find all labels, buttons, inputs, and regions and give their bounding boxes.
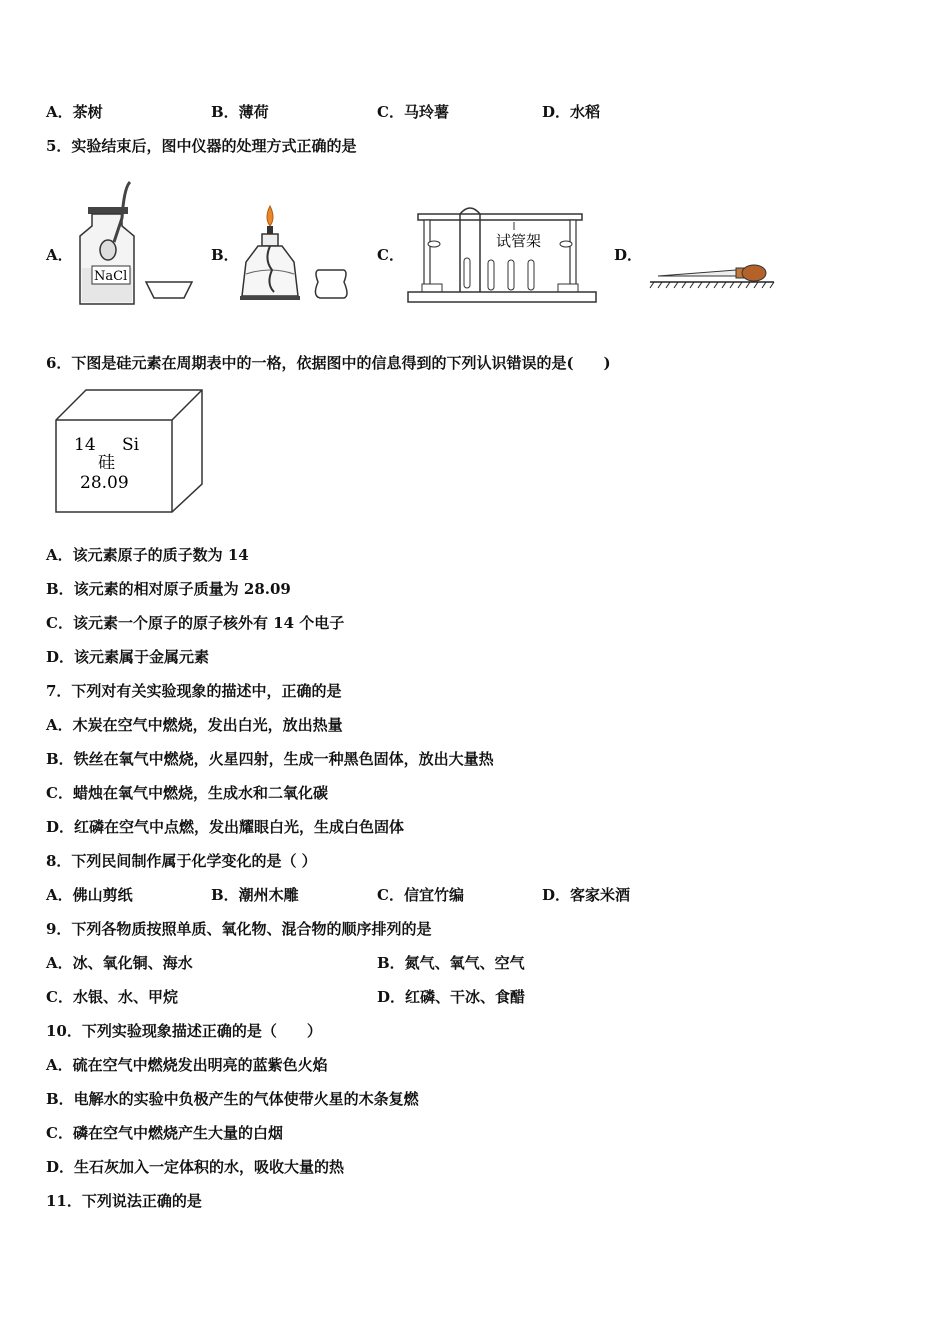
- q8-stem: 8．下列民间制作属于化学变化的是（ ）: [46, 852, 317, 870]
- q8-option-d: D．客家米酒: [542, 886, 631, 904]
- element-symbol: Si: [122, 435, 140, 455]
- q7-option-c: C．蜡烛在氧气中燃烧，生成水和二氧化碳: [46, 784, 328, 802]
- q6-option-c: C．该元素一个原子的原子核外有 14 个电子: [46, 614, 345, 632]
- q10-option-d: D．生石灰加入一定体积的水，吸收大量的热: [46, 1158, 345, 1176]
- q6-stem: 6．下图是硅元素在周期表中的一格，依据图中的信息得到的下列认识错误的是( ): [46, 354, 611, 372]
- q10-option-a: A．硫在空气中燃烧发出明亮的蓝紫色火焰: [46, 1056, 328, 1074]
- q9-option-d: D．红磷、干冰、食醋: [377, 988, 526, 1006]
- q7-option-d: D．红磷在空气中点燃，发出耀眼白光，生成白色固体: [46, 818, 405, 836]
- q8-option-a: A．佛山剪纸: [46, 886, 133, 904]
- q9-option-a: A．冰、氧化铜、海水: [46, 954, 193, 972]
- q5-figure-c-test-tube-rack: [404, 200, 602, 308]
- atomic-mass: 28.09: [80, 473, 129, 493]
- q5-stem: 5．实验结束后，图中仪器的处理方式正确的是: [46, 137, 357, 155]
- element-name: 硅: [98, 453, 115, 473]
- q4-option-d: D．水稻: [542, 103, 601, 121]
- q6-option-d: D．该元素属于金属元素: [46, 648, 210, 666]
- q5-label-c: C．: [377, 246, 404, 264]
- q10-option-b: B．电解水的实验中负极产生的气体使带火星的木条复燃: [46, 1090, 419, 1108]
- q5-figure-b-alcohol-lamp: [236, 200, 358, 308]
- q10-option-c: C．磷在空气中燃烧产生大量的白烟: [46, 1124, 283, 1142]
- q4-option-a: A．茶树: [46, 103, 103, 121]
- q9-option-c: C．水银、水、甲烷: [46, 988, 178, 1006]
- q7-option-b: B．铁丝在氧气中燃烧，火星四射，生成一种黑色固体，放出大量热: [46, 750, 494, 768]
- q6-option-a: A．该元素原子的质子数为 14: [46, 546, 249, 564]
- q4-option-c: C．马玲薯: [377, 103, 449, 121]
- q4-option-b: B．薄荷: [211, 103, 269, 121]
- q5-label-b: B．: [211, 246, 239, 264]
- q10-stem: 10．下列实验现象描述正确的是（ ）: [46, 1022, 322, 1040]
- q6-periodic-table-cell: [52, 386, 208, 516]
- q7-stem: 7．下列对有关实验现象的描述中，正确的是: [46, 682, 342, 700]
- q9-option-b: B．氮气、氧气、空气: [377, 954, 525, 972]
- q6-option-b: B．该元素的相对原子质量为 28.09: [46, 580, 291, 598]
- q8-option-c: C．信宜竹编: [377, 886, 464, 904]
- q5-figure-a-reagent-bottle: [72, 178, 200, 308]
- atomic-number: 14: [74, 435, 96, 455]
- q5-label-a: A．: [46, 246, 73, 264]
- test-tube-rack-label: 试管架: [496, 232, 542, 250]
- q11-stem: 11．下列说法正确的是: [46, 1192, 202, 1210]
- q5-label-d: D．: [614, 246, 643, 264]
- q7-option-a: A．木炭在空气中燃烧，发出白光，放出热量: [46, 716, 343, 734]
- q5-figure-d-dropper: [648, 254, 776, 294]
- q8-option-b: B．潮州木雕: [211, 886, 299, 904]
- q9-stem: 9．下列各物质按照单质、氧化物、混合物的顺序排列的是: [46, 920, 432, 938]
- nacl-label: NaCl: [94, 269, 128, 284]
